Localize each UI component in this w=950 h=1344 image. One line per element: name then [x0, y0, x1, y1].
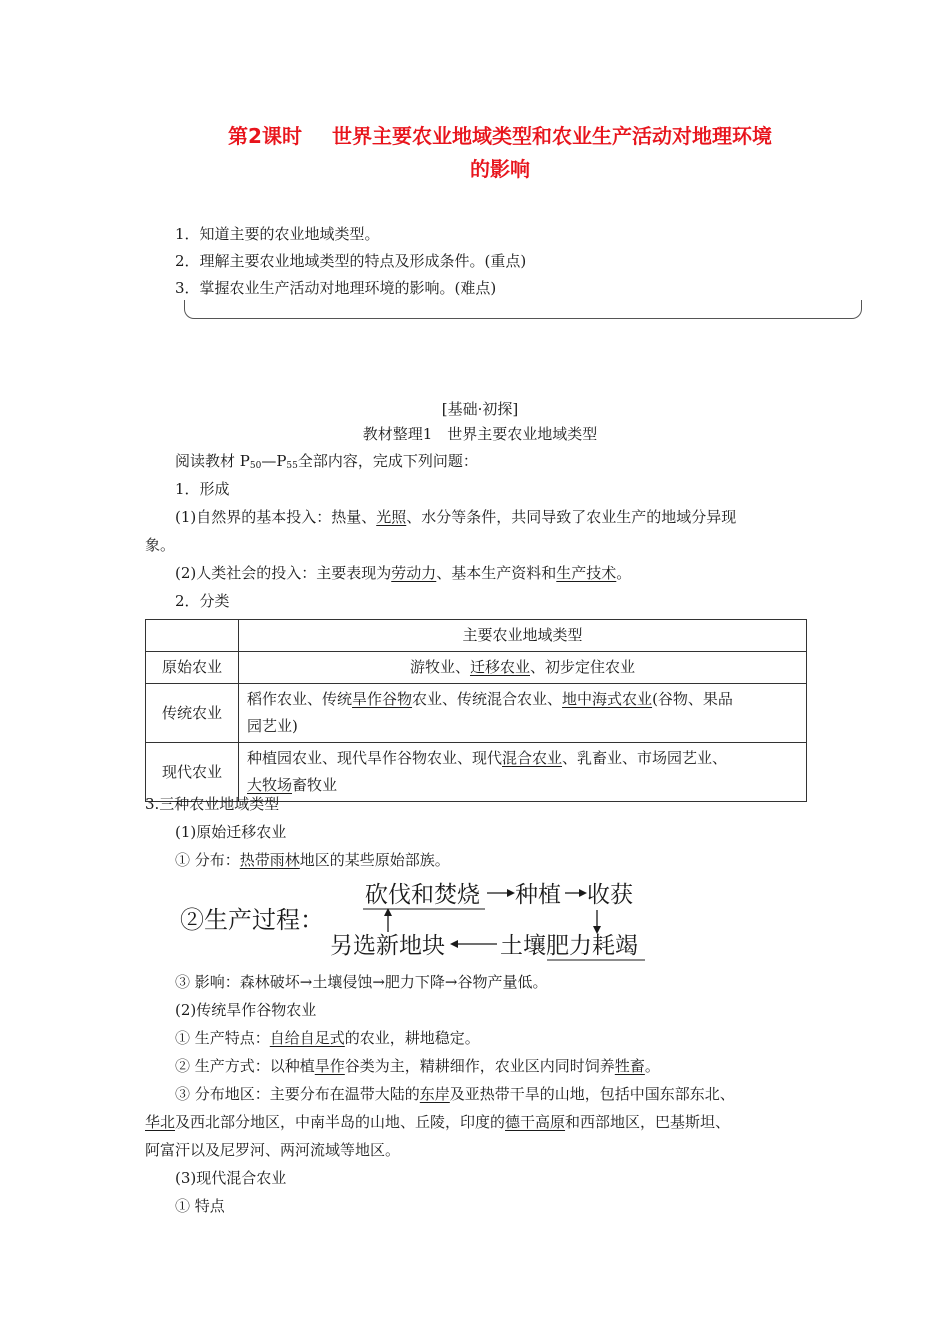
mixed-farming-feature: ① 特点: [175, 1197, 225, 1215]
flow-step-exhausted: 土壤肥力耗竭: [500, 933, 638, 959]
flow-arrowhead-2: [579, 889, 587, 897]
row-content: 种植园农业、现代旱作谷物农业、现代混合农业、乳畜业、市场园艺业、 大牧场畜牧业: [239, 743, 807, 802]
mixed-farming-heading: (3)现代混合农业: [175, 1169, 287, 1187]
formation-p1: (1)自然界的基本投入：热量、光照、水分等条件，共同导致了农业生产的地域分异现: [175, 508, 737, 526]
lesson-title-line2: 的影响: [470, 157, 530, 181]
lesson-title-line1: 第2课时 世界主要农业地域类型和农业生产活动对地理环境: [228, 124, 772, 148]
production-process-diagram: [175, 872, 675, 967]
flow-label: ②生产过程：: [180, 906, 324, 934]
read-instruction: 阅读教材 $P_{50}—P_{55}$全部内容，完成下列问题：: [175, 452, 478, 471]
dry-farming-heading: (2)传统旱作谷物农业: [175, 1001, 317, 1019]
flow-arrowhead-1: [507, 889, 515, 897]
dry-farming-distribution: ③ 分布地区：主要分布在温带大陆的东岸及亚热带干旱的山地，包括中国东部东北、: [175, 1085, 735, 1103]
flow-step-harvest: 收获: [587, 882, 633, 908]
section-header: [基础·初探]: [441, 400, 519, 418]
objectives-bracket: [184, 300, 862, 319]
dry-farming-method: ② 生产方式：以种植旱作谷类为主，精耕细作，农业区内同时饲养牲畜。: [175, 1057, 660, 1075]
objective-3: 3．掌握农业生产活动对地理环境的影响。(难点): [175, 279, 497, 297]
objective-1: 1．知道主要的农业地域类型。: [175, 225, 380, 243]
objective-2: 2．理解主要农业地域类型的特点及形成条件。(重点): [175, 252, 527, 270]
table-header-cell: 主要农业地域类型: [239, 620, 807, 652]
formation-heading: 1．形成: [175, 480, 230, 498]
flow-step-plant: 种植: [515, 882, 561, 908]
classification-table: [145, 619, 807, 802]
row-content: 游牧业、迁移农业、初步定住农业: [239, 652, 807, 684]
row-name: 传统农业: [146, 684, 239, 743]
classification-heading: 2．分类: [175, 592, 230, 610]
dry-farming-feature: ① 生产特点：自给自足式的农业，耕地稳定。: [175, 1029, 480, 1047]
table-cell-empty: [146, 620, 239, 652]
row-name: 原始农业: [146, 652, 239, 684]
flow-step-cut-burn: 砍伐和焚烧: [365, 882, 480, 908]
table-header-row: [146, 620, 807, 652]
formation-p2: (2)人类社会的投入：主要表现为劳动力、基本生产资料和生产技术。: [175, 564, 632, 582]
flow-step-new-land: 另选新地块: [330, 933, 445, 959]
dry-farming-distribution-cont: 华北及西北部分地区，中南半岛的山地、丘陵，印度的德干高原和西部地区，巴基斯坦、: [145, 1113, 731, 1131]
flow-arrowhead-4: [450, 940, 458, 948]
row-name: 现代农业: [146, 743, 239, 802]
primitive-distribution: ① 分布：热带雨林地区的某些原始部族。: [175, 851, 450, 869]
dry-farming-distribution-end: 阿富汗以及尼罗河、两河流域等地区。: [145, 1141, 401, 1159]
formation-p1-cont: 象。: [145, 536, 176, 554]
table-row: [146, 684, 807, 743]
three-types-heading: 3.三种农业地域类型: [145, 795, 280, 813]
primitive-heading: (1)原始迁移农业: [175, 823, 287, 841]
subheader: 教材整理1 世界主要农业地域类型: [362, 425, 598, 443]
table-row: [146, 652, 807, 684]
row-content: 稻作农业、传统旱作谷物农业、传统混合农业、地中海式农业(谷物、果品 园艺业): [239, 684, 807, 743]
primitive-impact: ③ 影响：森林破坏→土壤侵蚀→肥力下降→谷物产量低。: [175, 973, 548, 991]
